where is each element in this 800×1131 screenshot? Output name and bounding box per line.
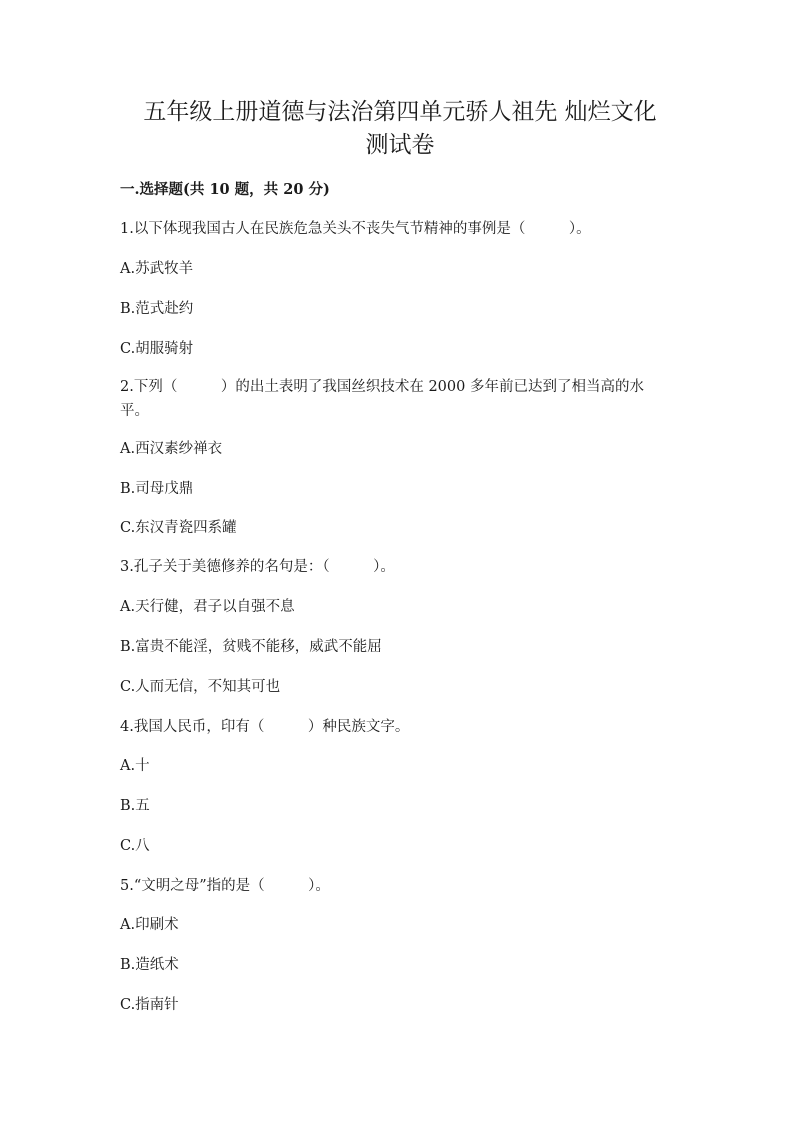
answer-option: B.范式赴约 [120, 301, 194, 317]
section-heading: 一.选择题(共 10 题，共 20 分) [120, 181, 330, 198]
answer-option: B.造纸术 [120, 957, 179, 973]
answer-option: B.司母戊鼎 [120, 481, 194, 497]
answer-option: C.东汉青瓷四系罐 [120, 520, 237, 536]
question-stem: 1.以下体现我国古人在民族危急关头不丧失气节精神的事例是（ ）。 [120, 221, 591, 237]
title-line-1: 五年级上册道德与法治第四单元骄人祖先 灿烂文化 [143, 99, 657, 125]
answer-option: C.指南针 [120, 997, 179, 1013]
answer-option: C.人而无信，不知其可也 [120, 679, 281, 695]
question-stem: 2.下列（ ）的出土表明了我国丝织技术在 2000 多年前已达到了相当高的水平。 [120, 379, 644, 419]
title-line-2: 测试卷 [365, 132, 435, 158]
answer-option: B.富贵不能淫，贫贱不能移，威武不能屈 [120, 639, 382, 655]
question-stem: 4.我国人民币，印有（ ）种民族文字。 [120, 719, 410, 735]
question-stem: 5.“文明之母”指的是（ ）。 [120, 878, 330, 894]
answer-option: A.天行健，君子以自强不息 [120, 599, 295, 615]
question-stem: 3.孔子关于美德修养的名句是：（ ）。 [120, 559, 395, 575]
answer-option: A.苏武牧羊 [120, 261, 194, 277]
answer-option: A.印刷术 [120, 917, 179, 933]
page-title [100, 96, 700, 162]
answer-option: C.胡服骑射 [120, 341, 194, 357]
answer-option: A.十 [120, 758, 150, 774]
answer-option: C.八 [120, 838, 150, 854]
answer-option: A.西汉素纱禅衣 [120, 441, 223, 457]
answer-option: B.五 [120, 798, 150, 814]
